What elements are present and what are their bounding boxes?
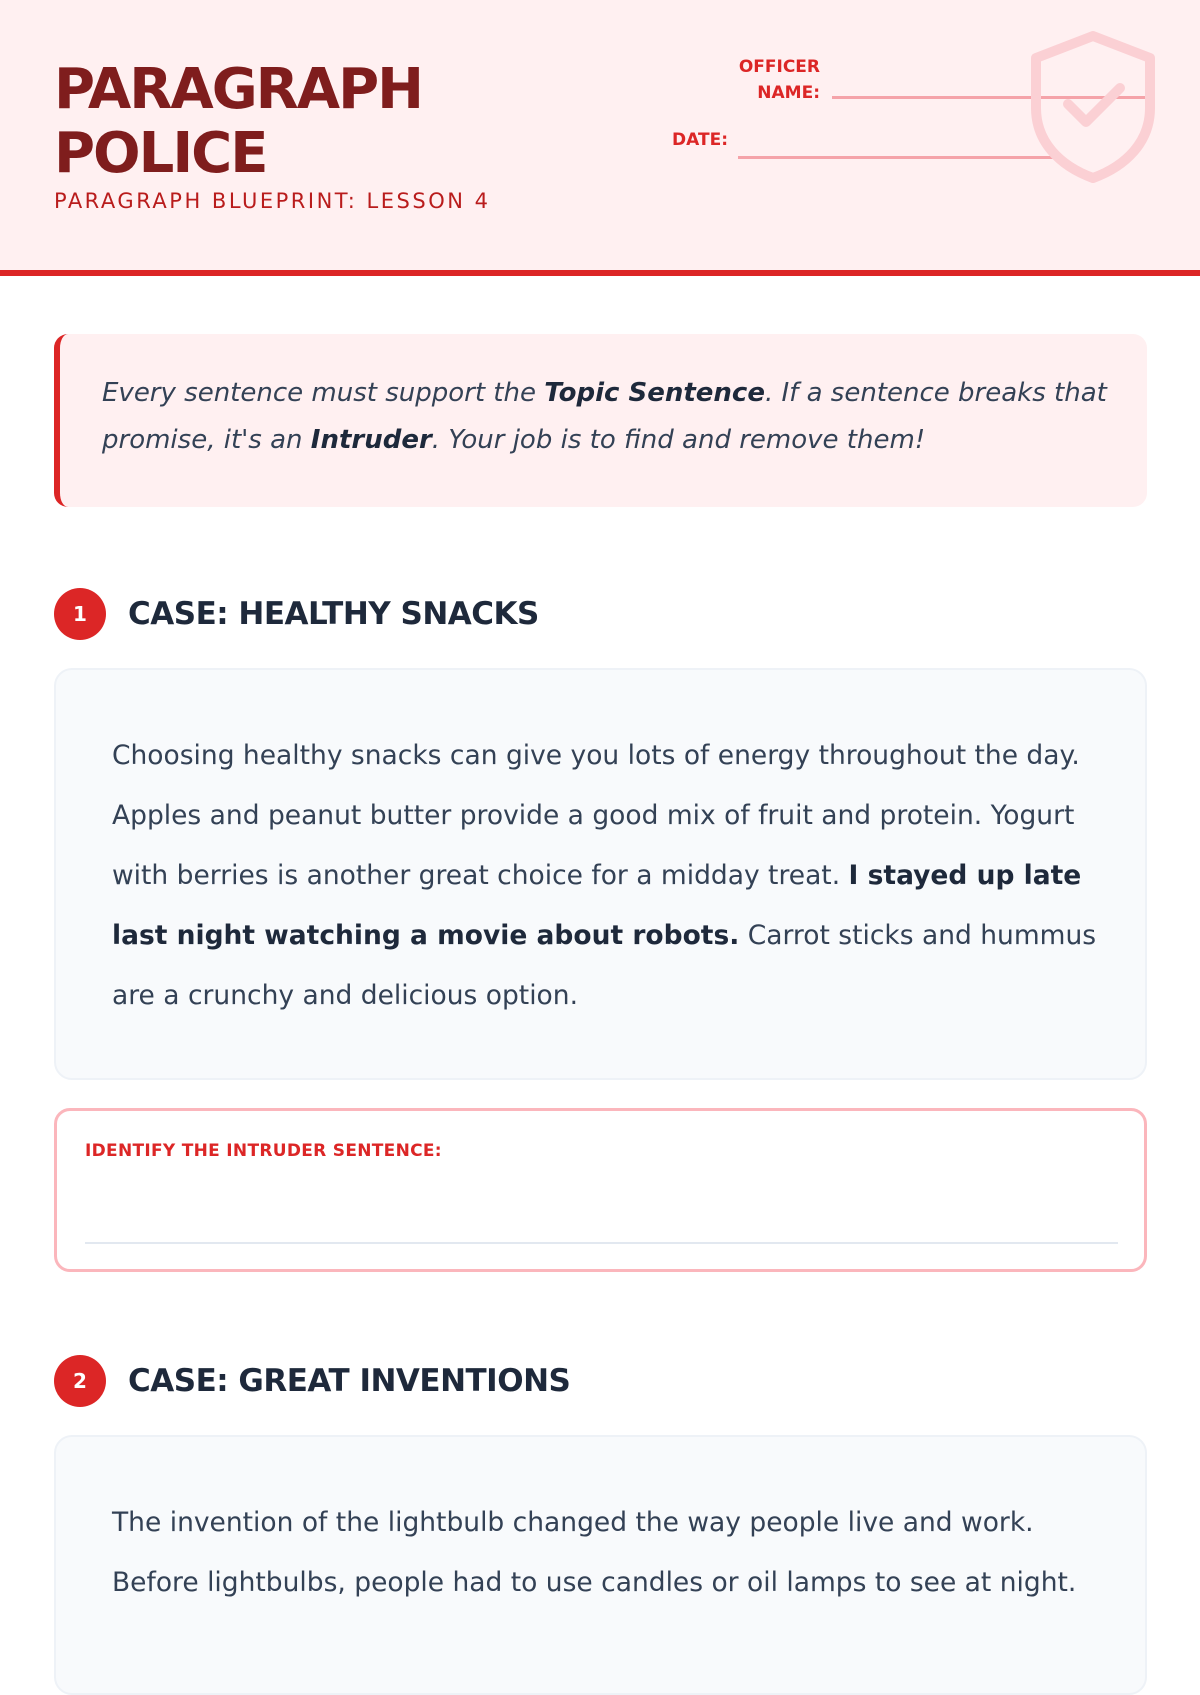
callout-intruder: Intruder <box>310 425 432 455</box>
case-number-badge: 2 <box>54 1355 106 1407</box>
lesson-subtitle: PARAGRAPH BLUEPRINT: LESSON 4 <box>54 189 491 213</box>
intruder-sentence: I stayed up late last night watching a movie about robots. <box>112 860 1082 951</box>
worksheet-header <box>0 0 1200 276</box>
paragraph-text: Choosing healthy snacks can give you lots of energy throughout the day. Apples and peanut butter provide a good mix of fruit and protein. Yogurt with berries is another great choice for a midday treat. <box>112 740 1080 891</box>
instruction-callout <box>54 334 1147 507</box>
shield-check-icon <box>1028 30 1158 184</box>
officer-name-label: OFFICER NAME: <box>738 57 820 103</box>
page-title: PARAGRAPH POLICE <box>54 57 423 186</box>
date-field[interactable] <box>738 156 1058 159</box>
case-1-answer-box[interactable] <box>54 1108 1147 1272</box>
answer-label: IDENTIFY THE INTRUDER SENTENCE: <box>85 1141 442 1161</box>
answer-field[interactable] <box>85 1242 1118 1244</box>
case-title: CASE: HEALTHY SNACKS <box>128 596 539 632</box>
callout-text-1: Every sentence must support the <box>102 378 545 408</box>
callout-topic-sentence: Topic Sentence <box>544 378 765 408</box>
case-number-badge: 1 <box>54 588 106 640</box>
case-2-heading <box>54 1355 1054 1407</box>
date-label: DATE: <box>672 130 728 150</box>
callout-text-3: . Your job is to find and remove them! <box>431 425 926 455</box>
case-2-paragraph <box>54 1435 1147 1695</box>
paragraph-text: The invention of the lightbulb changed the way people live and work. Before lightbulbs, people had to use candles or oil lamps to see at night. <box>112 1507 1077 1598</box>
case-title: CASE: GREAT INVENTIONS <box>128 1363 571 1399</box>
case-1-paragraph <box>54 668 1147 1080</box>
case-1-heading <box>54 588 1054 640</box>
callout-text-2: . If a sentence breaks that promise, it's an <box>102 378 1107 455</box>
paragraph-text: Carrot sticks and hummus are a crunchy and delicious option. <box>112 920 1097 1011</box>
